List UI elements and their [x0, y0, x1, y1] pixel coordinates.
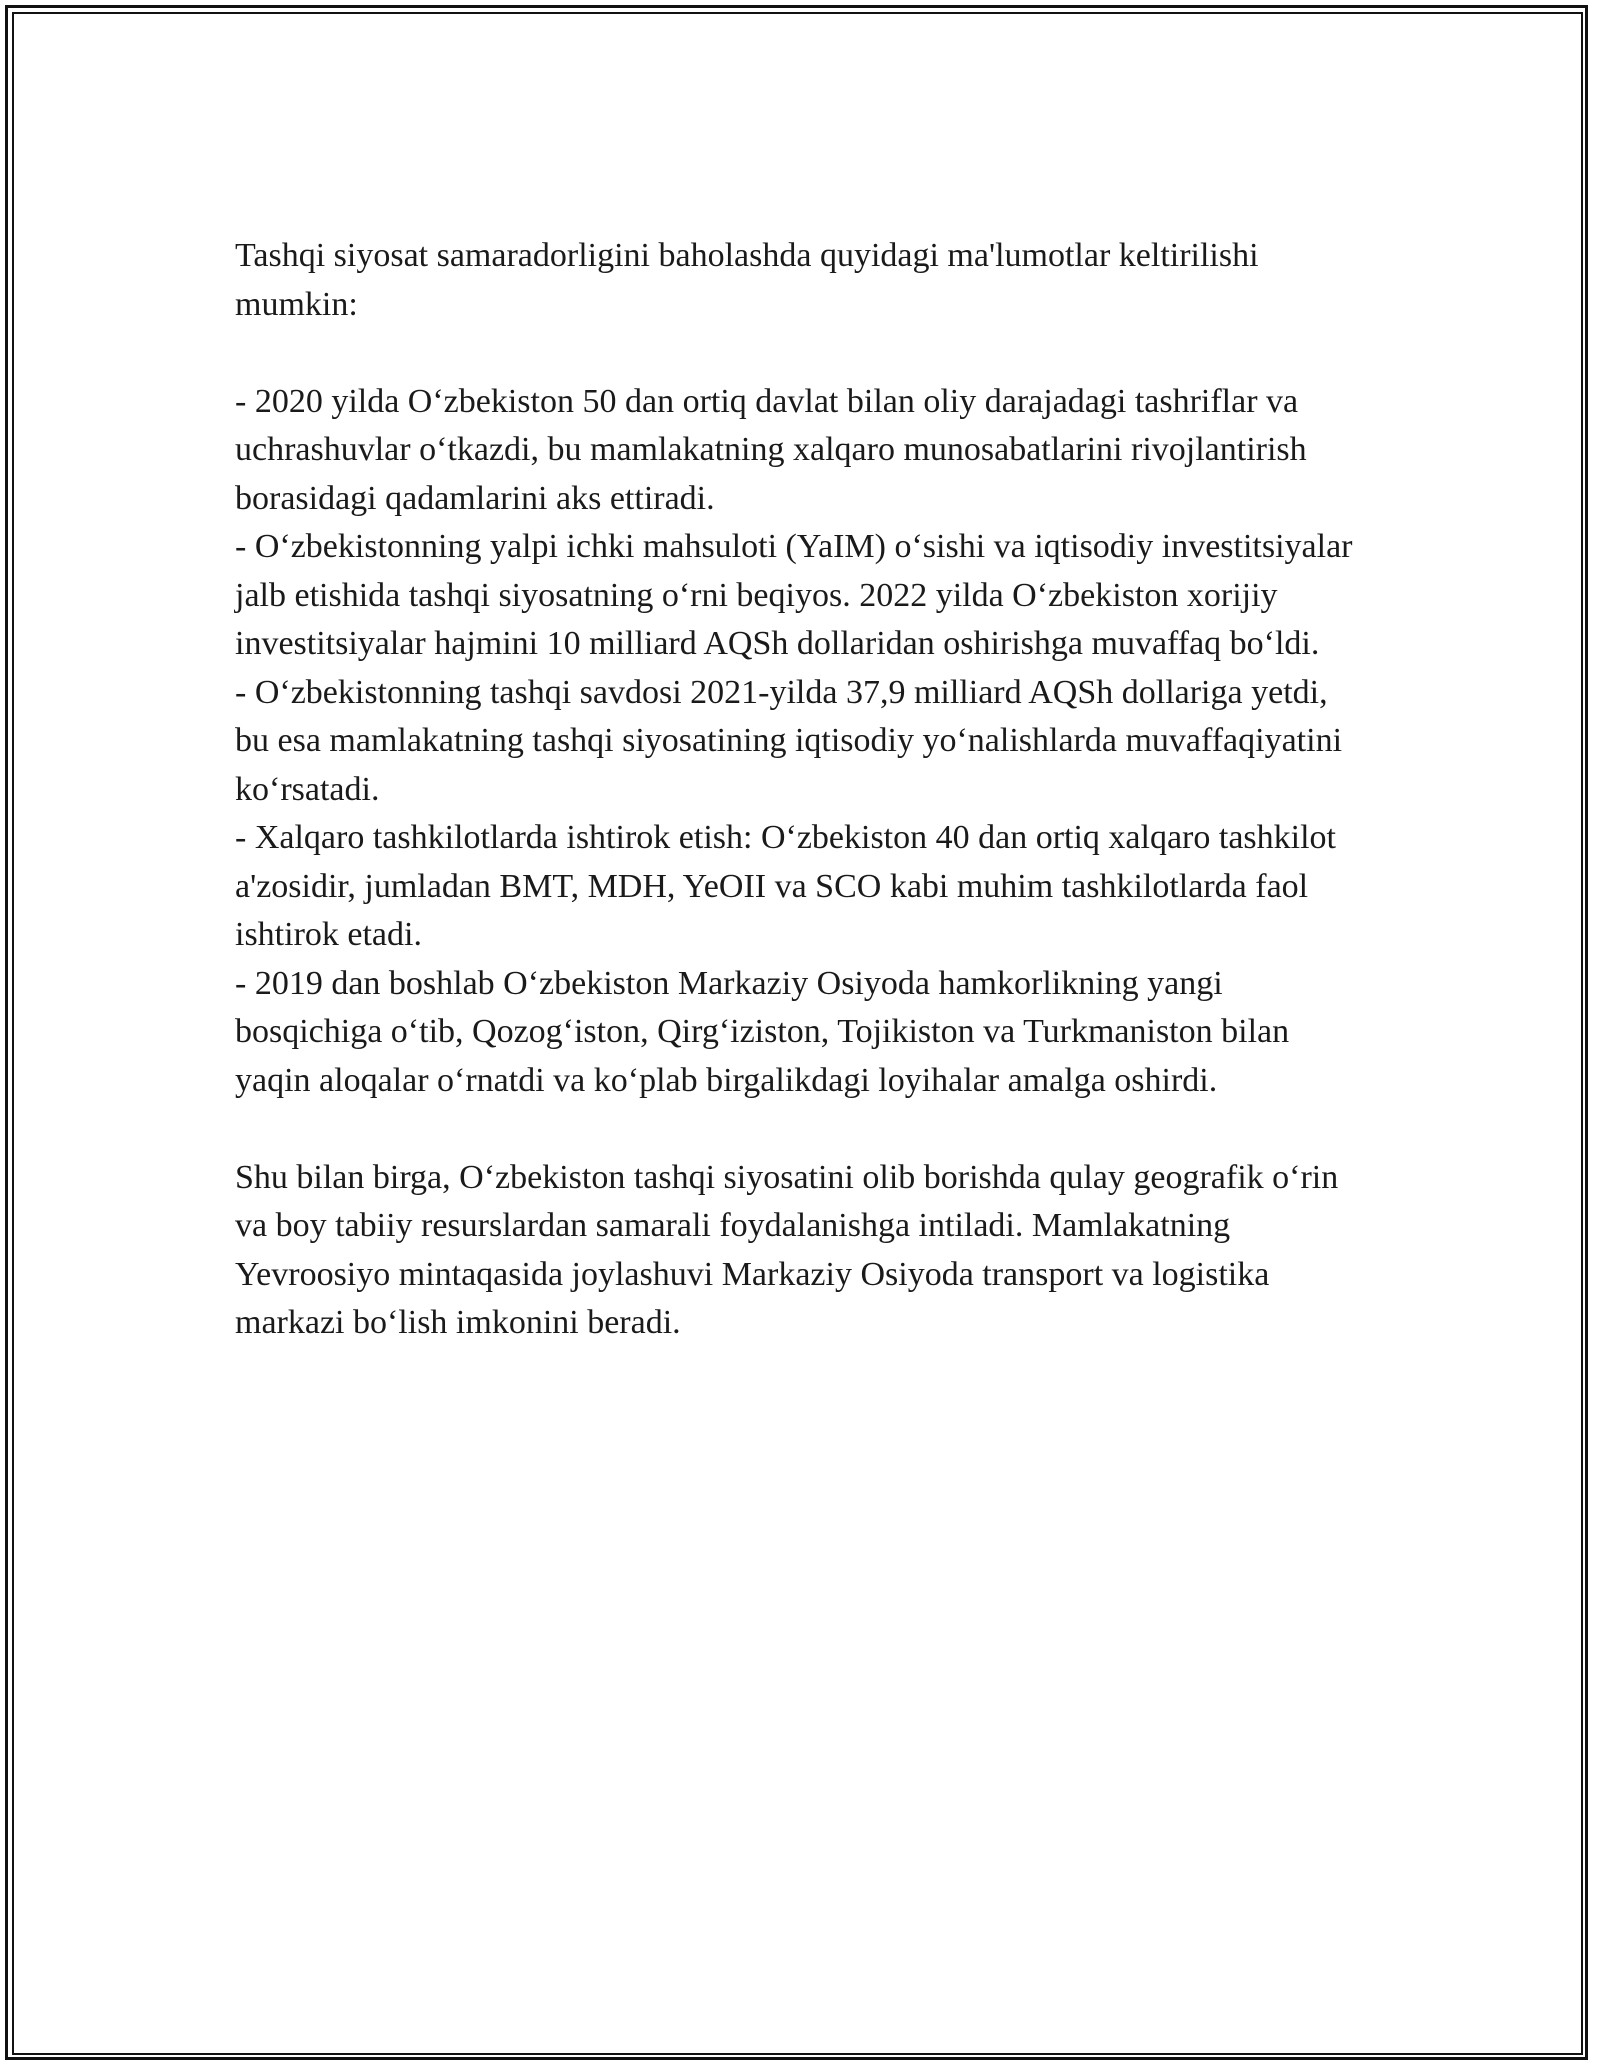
intro-paragraph: Tashqi siyosat samaradorligini baholashda quyidagi ma'lumotlar keltirilishi mumkin: [235, 237, 1259, 323]
bullet-item: - O‘zbekistonning tashqi savdosi 2021-yilda 37,9 milliard AQSh dollariga yetdi, bu esa mamlakatning tashqi siyosatining iqtisodiy yo‘nalishlarda muvaffaqiyatini ko‘rsatadi. [235, 673, 1343, 808]
paragraph-gap [235, 329, 1365, 378]
document-body [235, 232, 1365, 1348]
bullet-item: - 2020 yilda O‘zbekiston 50 dan ortiq davlat bilan oliy darajadagi tashriflar va uchrashuvlar o‘tkazdi, bu mamlakatning xalqaro munosabatlarini rivojlantirish borasidagi qadamlarini aks ettiradi. [235, 382, 1307, 517]
bullet-item: - O‘zbekistonning yalpi ichki mahsuloti (YaIM) o‘sishi va iqtisodiy investitsiyalar jalb etishida tashqi siyosatning o‘rni beqiyos. 2022 yilda O‘zbekiston xorijiy investitsiyalar hajmini 10 milliard AQSh dollaridan oshirishga muvaffaq bo‘ldi. [235, 528, 1353, 662]
paragraph-gap [235, 1105, 1365, 1154]
conclusion-paragraph: Shu bilan birga, O‘zbekiston tashqi siyosatini olib borishda qulay geografik o‘rin va boy tabiiy resurslardan samarali foydalanishga intiladi. Mamlakatning Yevroosiyo mintaqasida joylashuvi Markaziy Osiyoda transport va logistika markazi bo‘lish imkonini beradi. [235, 1158, 1339, 1341]
bullet-item: - 2019 dan boshlab O‘zbekiston Markaziy Osiyoda hamkorlikning yangi bosqichiga o‘tib, Qozog‘iston, Qirg‘iziston, Tojikiston va Turkmaniston bilan yaqin aloqalar o‘rnatdi va ko‘plab birgalikdagi loyihalar amalga oshirdi. [235, 964, 1290, 1099]
bullet-item: - Xalqaro tashkilotlarda ishtirok etish: O‘zbekiston 40 dan ortiq xalqaro tashkilot a'zosidir, jumladan BMT, MDH, YeOII va SCO kabi muhim tashkilotlarda faol ishtirok etadi. [235, 819, 1336, 953]
